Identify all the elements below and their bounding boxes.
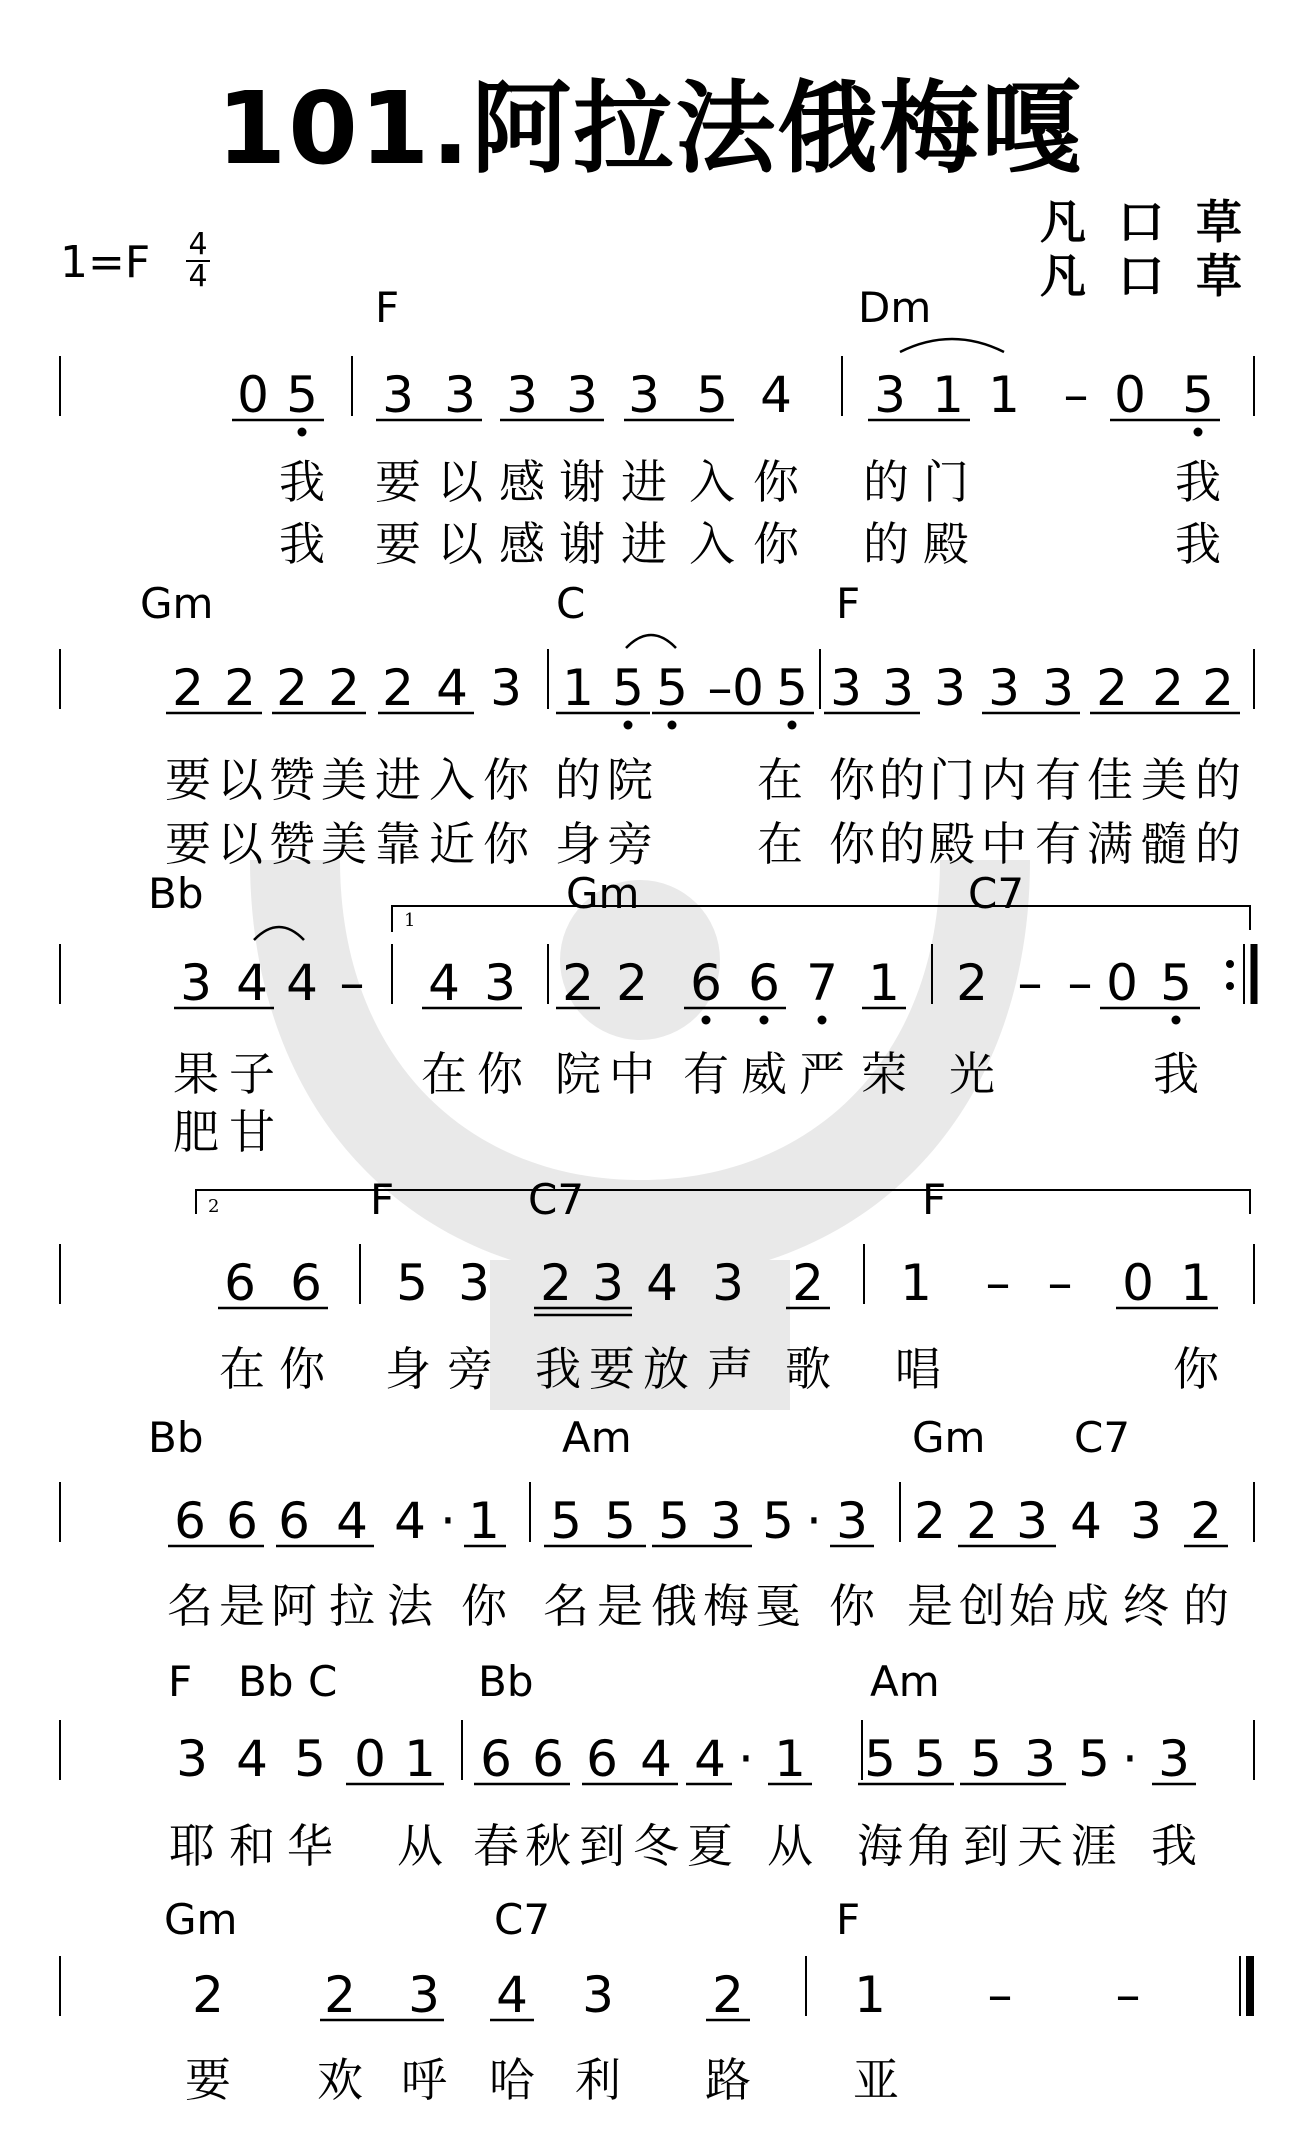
lyric-verse1: 声 [707, 1342, 753, 1396]
lyric-verse1: 路 [705, 2053, 751, 2107]
note: 3 [1042, 659, 1074, 717]
lyric-verse2: 殿 [923, 517, 969, 571]
note: – [1047, 1254, 1073, 1312]
lyric-verse1: 威 [741, 1047, 787, 1101]
lyric-verse2: 旁 [607, 817, 653, 871]
lyric-verse1: 春 [473, 1819, 519, 1873]
lyric-verse1: 感 [499, 455, 545, 509]
note: 0 [237, 366, 269, 424]
lyric-verse1: 谢 [559, 455, 605, 509]
lyric-verse1: 你 [483, 753, 529, 807]
lyric-verse1: 我 [535, 1342, 581, 1396]
note: 4 [286, 954, 318, 1012]
lyric-verse1: 梅 [703, 1579, 749, 1633]
note: 3 [988, 659, 1020, 717]
note: 3 [490, 659, 522, 717]
note: 5 [1160, 954, 1192, 1012]
note: 5 [1078, 1730, 1110, 1788]
note: 0 [354, 1730, 386, 1788]
note: 4 [236, 1730, 268, 1788]
lyric-verse2: 髓 [1141, 817, 1187, 871]
note: – [1063, 366, 1089, 424]
note: 2 [1152, 659, 1184, 717]
lyric-verse1: 的 [879, 753, 925, 807]
lyric-verse1: 歌 [785, 1342, 831, 1396]
chord-symbol: Am [870, 1657, 940, 1706]
chord-symbol: C7 [1074, 1413, 1131, 1462]
chord-symbol: C7 [494, 1895, 551, 1944]
lyric-verse1: 阿 [271, 1579, 317, 1633]
note: 5 [658, 1492, 690, 1550]
note: 3 [566, 366, 598, 424]
lyricist-credit: 凡 口 草 [1039, 195, 1250, 249]
lyric-verse2: 你 [753, 517, 799, 571]
lyric-verse1: 要 [375, 455, 421, 509]
note: 1 [404, 1730, 436, 1788]
lyric-verse1: 有 [1035, 753, 1081, 807]
note: 3 [382, 366, 414, 424]
lyric-verse2: 以 [217, 817, 263, 871]
song-title: 101.阿拉法俄梅嘎 [216, 70, 1084, 187]
note: – [987, 1966, 1013, 2024]
octave-dot [624, 721, 633, 730]
chord-symbol: Gm [140, 579, 214, 628]
note: 2 [616, 954, 648, 1012]
tie-slur [626, 635, 676, 648]
lyric-verse1: 哈 [489, 2053, 535, 2107]
note: · [1122, 1730, 1138, 1788]
lyric-verse1: 你 [829, 1579, 875, 1633]
lyric-verse1: 我 [1153, 1047, 1199, 1101]
volta-first-number: 1 [404, 910, 416, 931]
time-signature-denominator: 4 [188, 259, 208, 294]
note: 3 [180, 954, 212, 1012]
lyric-verse1: 华 [287, 1819, 333, 1873]
note: 3 [712, 1254, 744, 1312]
note: 5 [864, 1730, 896, 1788]
note: 3 [1016, 1492, 1048, 1550]
note: 3 [408, 1966, 440, 2024]
lyric-verse1: 美 [1141, 753, 1187, 807]
lyric-verse1: 涯 [1071, 1819, 1117, 1873]
lyric-verse1: 俄 [651, 1579, 697, 1633]
lyric-verse1: 亚 [853, 2053, 899, 2107]
note: 0 [732, 659, 764, 717]
chord-symbol: Gm [912, 1413, 986, 1462]
lyric-verse2: 你 [829, 817, 875, 871]
chord-symbol: Dm [858, 283, 932, 332]
lyric-verse1: 的 [1195, 753, 1241, 807]
lyric-verse2: 的 [879, 817, 925, 871]
note: 1 [774, 1730, 806, 1788]
note: 3 [882, 659, 914, 717]
lyric-verse2: 我 [279, 517, 325, 571]
note: 2 [914, 1492, 946, 1550]
repeat-dot [1226, 982, 1234, 990]
octave-dot [788, 721, 797, 730]
note: 4 [336, 1492, 368, 1550]
lyric-verse1: 终 [1123, 1579, 1169, 1633]
tie-slur [900, 339, 1004, 352]
lyric-verse2: 谢 [559, 517, 605, 571]
note: 3 [444, 366, 476, 424]
lyric-verse1: 要 [589, 1342, 635, 1396]
lyric-verse1: 你 [279, 1342, 325, 1396]
lyric-verse1: 从 [767, 1819, 813, 1873]
note: 2 [712, 1966, 744, 2024]
note: 5 [914, 1730, 946, 1788]
lyric-verse1: 冬 [633, 1819, 679, 1873]
note: 3 [1024, 1730, 1056, 1788]
note: 4 [428, 954, 460, 1012]
repeat-dot [1226, 960, 1234, 968]
chord-symbol: F [836, 579, 861, 628]
octave-dot [298, 428, 307, 437]
note: 6 [174, 1492, 206, 1550]
note: 7 [806, 954, 838, 1012]
lyric-verse1: 到 [579, 1819, 625, 1873]
note: 2 [1190, 1492, 1222, 1550]
note: 5 [1182, 366, 1214, 424]
note: 5 [294, 1730, 326, 1788]
note: 4 [1070, 1492, 1102, 1550]
note: 0 [1122, 1254, 1154, 1312]
note: 2 [1202, 659, 1234, 717]
time-signature-numerator: 4 [188, 227, 208, 262]
note: 3 [934, 659, 966, 717]
note: 5 [286, 366, 318, 424]
chord-symbol: C [556, 579, 586, 628]
note: 2 [792, 1254, 824, 1312]
key-signature: 1=F [60, 237, 151, 288]
lyric-verse2: 满 [1087, 817, 1133, 871]
note: 5 [776, 659, 808, 717]
note: 5 [762, 1492, 794, 1550]
note: 3 [176, 1730, 208, 1788]
note: 2 [382, 659, 414, 717]
note: 4 [694, 1730, 726, 1788]
octave-dot [702, 1016, 711, 1025]
watermark-logo [250, 860, 1030, 1410]
lyric-verse1: 你 [1173, 1342, 1219, 1396]
note: · [738, 1730, 754, 1788]
lyric-verse1: 法 [387, 1579, 433, 1633]
note: 5 [396, 1254, 428, 1312]
note: 2 [328, 659, 360, 717]
note: 5 [604, 1492, 636, 1550]
lyric-verse1: 旁 [447, 1342, 493, 1396]
note: 2 [562, 954, 594, 1012]
lyric-verse2: 以 [437, 517, 483, 571]
lyric-verse1: 角 [907, 1819, 953, 1873]
chord-symbol: C7 [968, 869, 1025, 918]
note: 3 [506, 366, 538, 424]
chord-symbol: C [308, 1657, 338, 1706]
lyric-verse1: 放 [643, 1342, 689, 1396]
note: 2 [276, 659, 308, 717]
lyric-verse1: 我 [279, 455, 325, 509]
lyric-verse1: 我 [1151, 1819, 1197, 1873]
lyric-verse1: 的 [863, 455, 909, 509]
note: 1 [854, 1966, 886, 2024]
note: · [440, 1492, 456, 1550]
lyric-verse1: 和 [229, 1819, 275, 1873]
note: 5 [656, 659, 688, 717]
lyric-verse2: 殿 [929, 817, 975, 871]
lyric-verse1: 赞 [269, 753, 315, 807]
chord-symbol: F [168, 1657, 193, 1706]
note: 1 [900, 1254, 932, 1312]
note: 5 [970, 1730, 1002, 1788]
note: 3 [830, 659, 862, 717]
chord-symbol: Bb [238, 1657, 294, 1706]
lyric-verse1: 的 [1183, 1579, 1229, 1633]
lyric-verse1: 门 [923, 455, 969, 509]
note: 3 [874, 366, 906, 424]
note: 3 [628, 366, 660, 424]
lyric-verse1: 欢 [317, 2053, 363, 2107]
chord-symbol: Am [562, 1413, 632, 1462]
chord-symbol: Bb [148, 1413, 204, 1462]
lyric-verse1: 要 [185, 2053, 231, 2107]
lyric-verse2: 的 [1195, 817, 1241, 871]
lyric-verse1: 耶 [169, 1819, 215, 1873]
lyric-verse2: 中 [981, 817, 1027, 871]
note: 2 [172, 659, 204, 717]
volta-second-number: 2 [208, 1196, 220, 1217]
lyric-verse2: 你 [483, 817, 529, 871]
note: 4 [640, 1730, 672, 1788]
note: 5 [696, 366, 728, 424]
lyric-verse1: 进 [621, 455, 667, 509]
lyric-verse1: 到 [963, 1819, 1009, 1873]
composer-credit: 凡 口 草 [1039, 249, 1250, 303]
lyric-verse1: 名 [167, 1579, 213, 1633]
chord-symbol: F [922, 1175, 947, 1224]
note: 4 [236, 954, 268, 1012]
note: 2 [956, 954, 988, 1012]
lyric-verse1: 海 [857, 1819, 903, 1873]
note: 1 [562, 659, 594, 717]
lyric-verse1: 有 [683, 1047, 729, 1101]
chord-symbol: Bb [148, 869, 204, 918]
lyric-verse1: 身 [385, 1342, 431, 1396]
note: 6 [690, 954, 722, 1012]
note: 1 [932, 366, 964, 424]
chord-symbol: C7 [528, 1175, 585, 1224]
lyric-verse1: 院 [607, 753, 653, 807]
lyric-verse1: 以 [217, 753, 263, 807]
lyric-verse1: 你 [477, 1047, 523, 1101]
lyric-verse1: 的 [555, 753, 601, 807]
chord-symbol: F [836, 1895, 861, 1944]
octave-dot [1172, 1016, 1181, 1025]
lyric-verse1: 子 [229, 1047, 275, 1101]
lyric-verse2: 在 [757, 817, 803, 871]
lyric-verse1: 是 [219, 1579, 265, 1633]
lyric-verse2: 入 [689, 517, 735, 571]
note: 6 [532, 1730, 564, 1788]
note: 4 [760, 366, 792, 424]
lyric-verse1: 利 [575, 2053, 621, 2107]
note: 2 [324, 1966, 356, 2024]
lyric-verse1: 入 [689, 455, 735, 509]
note: 4 [496, 1966, 528, 2024]
note: 3 [1158, 1730, 1190, 1788]
note: 1 [1180, 1254, 1212, 1312]
octave-dot [668, 721, 677, 730]
lyric-verse1: 拉 [329, 1579, 375, 1633]
note: 6 [748, 954, 780, 1012]
lyric-verse2: 美 [321, 817, 367, 871]
note: – [1067, 954, 1093, 1012]
note: 1 [988, 366, 1020, 424]
note: 6 [290, 1254, 322, 1312]
lyric-verse2: 甘 [229, 1105, 275, 1159]
lyric-verse1: 以 [437, 455, 483, 509]
lyric-verse1: 夏 [687, 1819, 733, 1873]
note: 6 [586, 1730, 618, 1788]
lyric-verse2: 的 [863, 517, 909, 571]
note: – [339, 954, 365, 1012]
lyric-verse2: 进 [621, 517, 667, 571]
lyric-verse1: 从 [397, 1819, 443, 1873]
note: 5 [550, 1492, 582, 1550]
lyric-verse2: 我 [1175, 517, 1221, 571]
octave-dot [818, 1016, 827, 1025]
lyric-verse1: 秋 [525, 1819, 571, 1873]
note: – [985, 1254, 1011, 1312]
note: 6 [224, 1254, 256, 1312]
lyric-verse1: 天 [1017, 1819, 1063, 1873]
lyric-verse1: 在 [757, 753, 803, 807]
octave-dot [760, 1016, 769, 1025]
lyric-verse1: 你 [829, 753, 875, 807]
chord-symbol: F [370, 1175, 395, 1224]
note: 6 [480, 1730, 512, 1788]
note: 5 [612, 659, 644, 717]
lyric-verse1: 中 [609, 1047, 655, 1101]
lyric-verse1: 门 [929, 753, 975, 807]
note: 2 [224, 659, 256, 717]
lyric-verse1: 创 [959, 1579, 1005, 1633]
lyric-verse1: 内 [981, 753, 1027, 807]
lyric-verse2: 赞 [269, 817, 315, 871]
note: – [1115, 1966, 1141, 2024]
note: 2 [540, 1254, 572, 1312]
note: – [707, 659, 733, 717]
note: 6 [278, 1492, 310, 1550]
note: 3 [592, 1254, 624, 1312]
lyric-verse2: 肥 [173, 1105, 219, 1159]
note: 6 [226, 1492, 258, 1550]
lyric-verse1: 严 [799, 1047, 845, 1101]
lyric-verse1: 成 [1063, 1579, 1109, 1633]
lyric-verse2: 身 [555, 817, 601, 871]
note: 3 [710, 1492, 742, 1550]
lyric-verse2: 有 [1035, 817, 1081, 871]
note: 0 [1106, 954, 1138, 1012]
lyric-verse1: 唱 [895, 1342, 941, 1396]
lyric-verse2: 要 [375, 517, 421, 571]
lyric-verse1: 在 [219, 1342, 265, 1396]
lyric-verse1: 入 [429, 753, 475, 807]
lyric-verse1: 你 [461, 1579, 507, 1633]
lyric-verse1: 荣 [861, 1047, 907, 1101]
lyric-verse1: 光 [949, 1047, 995, 1101]
note: 3 [582, 1966, 614, 2024]
octave-dot [1194, 428, 1203, 437]
note: 1 [868, 954, 900, 1012]
chord-symbol: F [375, 283, 400, 332]
lyric-verse1: 始 [1009, 1579, 1055, 1633]
lyric-verse2: 靠 [375, 817, 421, 871]
lyric-verse1: 我 [1175, 455, 1221, 509]
chord-symbol: Bb [478, 1657, 534, 1706]
note: – [1017, 954, 1043, 1012]
lyric-verse1: 是 [907, 1579, 953, 1633]
lyric-verse1: 在 [421, 1047, 467, 1101]
note: 3 [1130, 1492, 1162, 1550]
lyric-verse2: 要 [165, 817, 211, 871]
lyric-verse1: 佳 [1087, 753, 1133, 807]
note: · [806, 1492, 822, 1550]
volta-first-bracket [392, 906, 1250, 932]
lyric-verse1: 名 [543, 1579, 589, 1633]
lyric-verse1: 呼 [401, 2053, 447, 2107]
note: 0 [1114, 366, 1146, 424]
chord-symbol: Gm [566, 869, 640, 918]
note: 3 [836, 1492, 868, 1550]
lyric-verse1: 美 [321, 753, 367, 807]
note: 2 [1096, 659, 1128, 717]
note: 4 [646, 1254, 678, 1312]
note: 3 [484, 954, 516, 1012]
note: 1 [468, 1492, 500, 1550]
lyric-verse1: 你 [753, 455, 799, 509]
note: 4 [394, 1492, 426, 1550]
lyric-verse1: 是 [597, 1579, 643, 1633]
note: 4 [436, 659, 468, 717]
lyric-verse2: 近 [429, 817, 475, 871]
note: 3 [458, 1254, 490, 1312]
lyric-verse1: 要 [165, 753, 211, 807]
note: 2 [192, 1966, 224, 2024]
note: 2 [966, 1492, 998, 1550]
lyric-verse1: 戛 [755, 1579, 801, 1633]
chord-symbol: Gm [164, 1895, 238, 1944]
lyric-verse1: 进 [375, 753, 421, 807]
lyric-verse2: 感 [499, 517, 545, 571]
lyric-verse1: 果 [173, 1047, 219, 1101]
lyric-verse1: 院 [555, 1047, 601, 1101]
